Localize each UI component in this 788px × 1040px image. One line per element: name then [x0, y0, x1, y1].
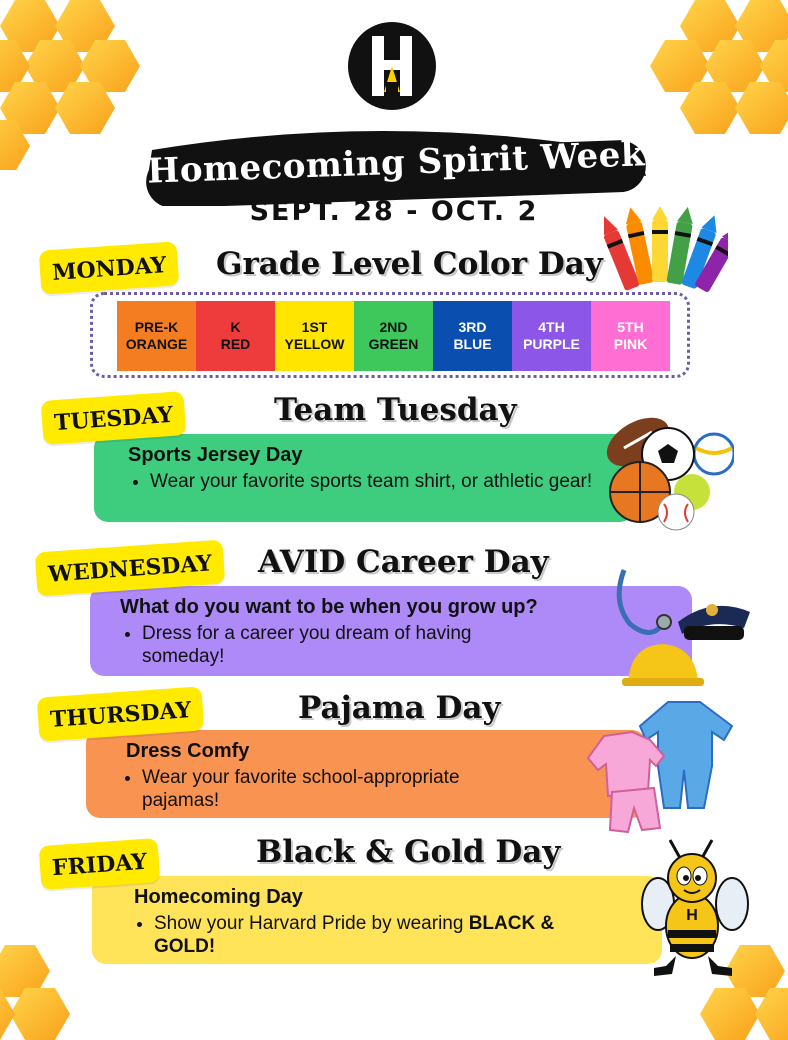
crayons-icon: [604, 206, 728, 303]
honeycomb-bottom-left: [0, 940, 90, 1040]
day-tag-wednesday: WEDNESDAY: [35, 539, 226, 596]
page-title: Homecoming Spirit Week: [146, 134, 646, 192]
career-items-icon: [612, 562, 752, 697]
school-logo: [348, 22, 436, 110]
grade-color-table: [90, 292, 690, 378]
tuesday-card: [94, 434, 634, 522]
friday-card: [92, 876, 662, 964]
honeycomb-top-right: [650, 0, 788, 170]
thursday-title: Pajama Day: [298, 690, 501, 726]
card-heading: Homecoming Day: [134, 886, 303, 908]
day-tag-thursday: THURSDAY: [37, 686, 205, 741]
grade-color-cell: 4TH PURPLE: [512, 301, 591, 371]
friday-title: Black & Gold Day: [256, 834, 561, 870]
date-range: SEPT. 28 - OCT. 2: [249, 196, 539, 227]
grade-color-cell: 2ND GREEN: [354, 301, 433, 371]
thursday-card: [86, 730, 646, 818]
card-bullet: • Dress for a career you dream of having someday!: [142, 622, 522, 668]
tuesday-title: Team Tuesday: [274, 392, 517, 428]
grade-color-cell: PRE-K ORANGE: [117, 301, 196, 371]
svg-text:H: H: [686, 907, 698, 924]
wednesday-title: AVID Career Day: [258, 544, 549, 580]
pajamas-icon: [584, 696, 740, 841]
bee-mascot-icon: [640, 838, 750, 985]
card-bullet: • Show your Harvard Pride by wearing BLACK & GOLD!: [154, 912, 584, 958]
grade-color-cell: 5TH PINK: [591, 301, 670, 371]
grade-color-cell: 3RD BLUE: [433, 301, 512, 371]
day-tag-friday: FRIDAY: [39, 838, 161, 890]
sports-balls-icon: [604, 408, 734, 537]
wednesday-card: [90, 586, 692, 676]
grade-color-cell: 1ST YELLOW: [275, 301, 354, 371]
card-bullet: • Wear your favorite sports team shirt, or athletic gear!: [150, 470, 618, 493]
card-heading: Sports Jersey Day: [128, 444, 303, 466]
day-tag-monday: MONDAY: [39, 241, 180, 295]
card-heading: What do you want to be when you grow up?: [120, 596, 538, 618]
title-banner: [140, 120, 652, 206]
card-bullet: • Wear your favorite school-appropriate pajamas!: [142, 766, 522, 812]
day-tag-tuesday: TUESDAY: [41, 391, 187, 445]
card-heading: Dress Comfy: [126, 740, 250, 762]
honeycomb-top-left: [0, 0, 140, 170]
grade-color-cell: K RED: [196, 301, 275, 371]
monday-title: Grade Level Color Day: [216, 246, 603, 282]
